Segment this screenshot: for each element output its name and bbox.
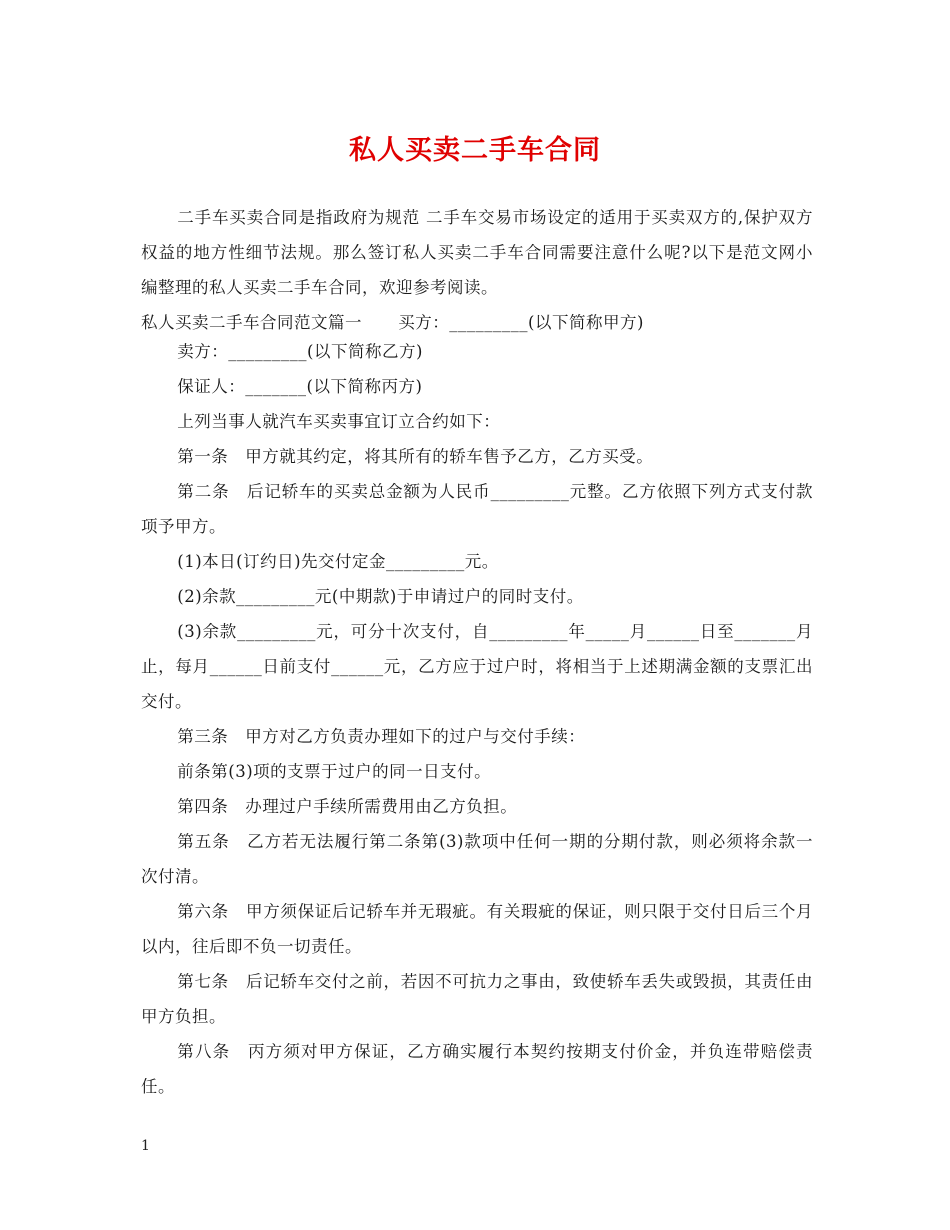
guarantor-line: 保证人：_______(以下简称丙方) <box>177 377 423 396</box>
sample-heading: 私人买卖二手车合同范文篇一 <box>141 313 362 332</box>
document-title: 私人买卖二手车合同 <box>349 135 601 166</box>
buyer-line: 买方：_________(以下简称甲方) <box>398 313 644 332</box>
parties-agreement: 上列当事人就汽车买卖事宜订立合约如下： <box>177 412 501 431</box>
article-1: 第一条 甲方就其约定，将其所有的轿车售予乙方，乙方买受。 <box>177 447 654 466</box>
article-2: 第二条 后记轿车的买卖总金额为人民币_________元整。乙方依照下列方式支付款项予甲方。 <box>141 482 813 536</box>
article-7: 第七条 后记轿车交付之前，若因不可抗力之事由，致使轿车丢失或毁损，其责任由甲方负担。 <box>141 972 813 1026</box>
payment-item-2: (2)余款_________元(中期款)于申请过户的同时支付。 <box>177 587 584 606</box>
page-number: 1 <box>141 1138 150 1154</box>
document-body <box>141 200 813 1104</box>
intro-paragraph: 二手车买卖合同是指政府为规范 二手车交易市场设定的适用于买卖双方的,保护双方权益的地方性细节法规。那么签订私人买卖二手车合同需要注意什么呢?以下是范文网小编整理的私人买卖二手车合同，欢迎参考阅读。 <box>141 208 813 297</box>
article-4: 第四条 办理过户手续所需费用由乙方负担。 <box>177 797 518 816</box>
seller-line: 卖方：_________(以下简称乙方) <box>177 342 423 361</box>
article-6: 第六条 甲方须保证后记轿车并无瑕疵。有关瑕疵的保证，则只限于交付日后三个月以内，往后即不负一切责任。 <box>141 902 813 956</box>
article-3-detail: 前条第(3)项的支票于过户的同一日支付。 <box>177 762 492 781</box>
payment-item-1: (1)本日(订约日)先交付定金_________元。 <box>177 552 499 571</box>
article-8: 第八条 丙方须对甲方保证，乙方确实履行本契约按期支付价金，并负连带赔偿责任。 <box>141 1042 813 1096</box>
article-5: 第五条 乙方若无法履行第二条第(3)款项中任何一期的分期付款，则必须将余款一次付清。 <box>141 832 813 886</box>
article-3: 第三条 甲方对乙方负责办理如下的过户与交付手续： <box>177 727 586 746</box>
payment-item-3: (3)余款_________元，可分十次支付，自_________年_____月______日至_______月止，每月______日前支付______元，乙方应于过户时，将相当于上述期满金额的支票汇出交付。 <box>141 622 813 711</box>
